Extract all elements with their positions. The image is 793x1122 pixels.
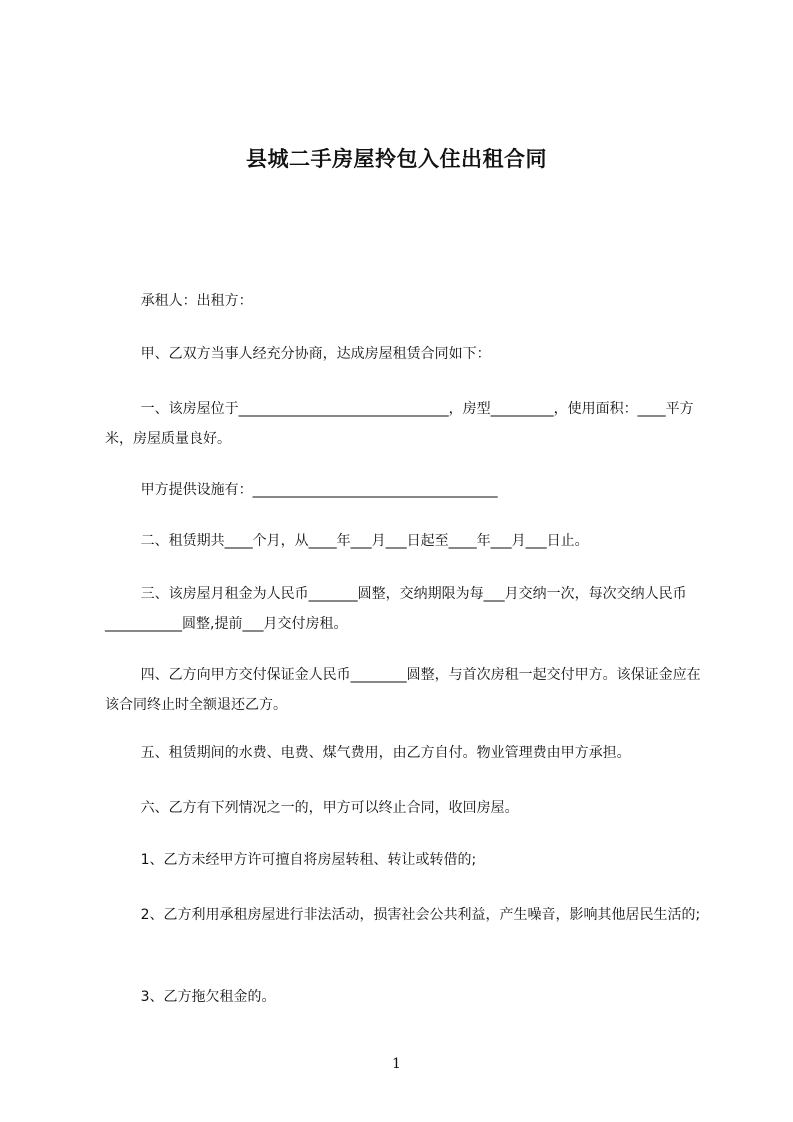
paragraph-clause-3-rent: 三、该房屋月租金为人民币_______圆整，交纳期限为每___月交纳一次，每次交纳人民币___________圆整,提前___月交付房租。 bbox=[105, 586, 687, 632]
paragraph-termination-item-1: 1、乙方未经甲方许可擅自将房屋转租、转让或转借的; bbox=[105, 852, 477, 868]
paragraph-facilities: 甲方提供设施有：___________________________________ bbox=[105, 482, 498, 498]
paragraph-clause-5-utilities: 五、租赁期间的水费、电费、煤气费用，由乙方自付。物业管理费由甲方承担。 bbox=[105, 745, 631, 761]
paragraph-termination-item-2: 2、乙方利用承租房屋进行非法活动，损害社会公共利益，产生噪音，影响其他居民生活的; bbox=[105, 907, 701, 923]
paragraph-clause-1-location: 一、该房屋位于______________________________，房型_________，使用面积：____平方米，房屋质量良好。 bbox=[105, 401, 694, 447]
paragraph-parties: 承租人：出租方： bbox=[105, 293, 253, 309]
page-number: 1 bbox=[392, 1056, 401, 1072]
paragraph-clause-6-termination: 六、乙方有下列情况之一的，甲方可以终止合同，收回房屋。 bbox=[105, 800, 519, 816]
paragraph-clause-4-deposit: 四、乙方向甲方交付保证金人民币________圆整，与首次房租一起交付甲方。该保证金应在该合同终止时全额退还乙方。 bbox=[105, 667, 701, 713]
paragraph-termination-item-3: 3、乙方拖欠租金的。 bbox=[105, 989, 276, 1005]
document-title: 县城二手房屋拎包入住出租合同 bbox=[246, 147, 547, 171]
paragraph-clause-2-term: 二、租赁期共____个月，从____年___月___日起至____年___月___日止。 bbox=[105, 533, 589, 549]
paragraph-agreement-intro: 甲、乙双方当事人经充分协商，达成房屋租赁合同如下： bbox=[105, 346, 491, 362]
